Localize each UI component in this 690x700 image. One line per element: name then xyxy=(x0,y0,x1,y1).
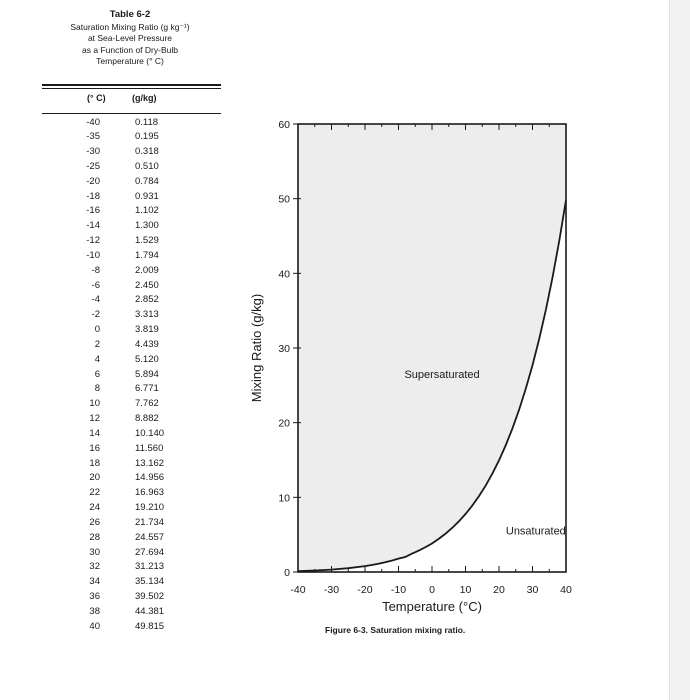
mixing-ratio-cell: 0.195 xyxy=(135,131,159,143)
mixing-ratio-cell: 24.557 xyxy=(135,531,165,543)
temperature-cell: -16 xyxy=(86,205,100,217)
temperature-cell: -2 xyxy=(91,309,100,321)
temperature-cell: 36 xyxy=(89,591,100,602)
mixing-ratio-cell: 2.009 xyxy=(135,264,159,276)
temperature-cell: -40 xyxy=(86,116,100,128)
temperature-cell: 32 xyxy=(89,561,100,573)
mixing-ratio-cell: 0.318 xyxy=(135,146,159,158)
mixing-ratio-cell: 0.118 xyxy=(135,116,159,128)
y-tick-label: 60 xyxy=(278,119,290,131)
mixing-ratio-cell: 1.794 xyxy=(135,249,159,261)
x-tick-label: -30 xyxy=(323,584,340,596)
mixing-ratio-cell: 10.140 xyxy=(135,427,165,439)
temperature-cell: -25 xyxy=(86,160,100,172)
temperature-cell: 38 xyxy=(89,605,100,617)
y-tick-label: 50 xyxy=(278,193,290,206)
temperature-cell: 0 xyxy=(94,324,100,336)
mixing-ratio-cell: 5.120 xyxy=(135,353,159,365)
temperature-cell: -18 xyxy=(86,190,100,202)
temperature-cell: 34 xyxy=(89,576,100,588)
mixing-ratio-cell: 39.502 xyxy=(135,591,165,602)
mixing-ratio-cell: 13.162 xyxy=(135,457,165,469)
column-header-temperature: (° C) xyxy=(87,93,106,103)
mixing-ratio-cell: 8.882 xyxy=(135,413,159,425)
temperature-cell: 14 xyxy=(89,427,100,439)
y-axis-label: Mixing Ratio (g/kg) xyxy=(249,293,264,403)
x-tick-label: 40 xyxy=(560,584,572,596)
mixing-ratio-cell: 49.815 xyxy=(135,620,165,632)
mixing-ratio-cell: 6.771 xyxy=(135,383,159,395)
mixing-ratio-cell: 19.210 xyxy=(135,502,165,514)
x-tick-label: -20 xyxy=(357,584,373,596)
temperature-cell: 22 xyxy=(89,487,100,499)
mixing-ratio-cell: 4.439 xyxy=(135,338,159,350)
temperature-cell: -6 xyxy=(91,279,100,291)
mixing-ratio-cell: 3.313 xyxy=(135,309,159,321)
mixing-ratio-cell: 3.819 xyxy=(135,324,159,336)
temperature-cell: 30 xyxy=(89,546,100,558)
temperature-cell: 16 xyxy=(89,442,100,454)
mixing-ratio-cell: 35.134 xyxy=(135,576,165,588)
mixing-ratio-cell: 5.894 xyxy=(135,368,159,380)
mixing-ratio-cell: 1.102 xyxy=(135,205,159,217)
table-title: Table 6-2 xyxy=(109,9,151,20)
temperature-cell: 6 xyxy=(94,368,100,380)
temperature-cell: -35 xyxy=(86,131,100,143)
y-tick-label: 10 xyxy=(278,492,290,505)
mixing-ratio-cell: 16.963 xyxy=(135,487,165,499)
temperature-cell: -20 xyxy=(86,175,100,187)
column-header-mixing-ratio: (g/kg) xyxy=(132,93,157,103)
y-tick-label: 30 xyxy=(278,343,290,355)
y-tick-label: 20 xyxy=(278,417,290,430)
mixing-ratio-cell: 11.560 xyxy=(135,442,164,454)
mixing-ratio-cell: 27.694 xyxy=(135,546,165,558)
temperature-cell: 4 xyxy=(94,353,100,365)
mixing-ratio-cell: 0.931 xyxy=(135,190,159,202)
temperature-cell: 2 xyxy=(94,338,100,350)
y-tick-label: 40 xyxy=(278,268,290,281)
x-axis-label: Temperature (°C) xyxy=(382,599,482,614)
mixing-ratio-cell: 2.450 xyxy=(135,279,159,291)
supersaturated-region xyxy=(298,124,566,571)
temperature-cell: -14 xyxy=(86,220,100,232)
temperature-cell: -30 xyxy=(86,146,100,158)
mixing-ratio-cell: 0.510 xyxy=(135,160,159,172)
mixing-ratio-cell: 0.784 xyxy=(135,175,159,187)
temperature-cell: -8 xyxy=(91,264,100,276)
x-tick-label: 30 xyxy=(526,584,539,596)
mixing-ratio-cell: 1.529 xyxy=(135,235,159,247)
temperature-cell: 12 xyxy=(89,413,100,425)
mixing-ratio-cell: 1.300 xyxy=(135,220,159,232)
table-caption-line: Temperature (° C) xyxy=(96,56,164,67)
table-caption-line: Saturation Mixing Ratio (g kg⁻¹) xyxy=(70,22,190,32)
temperature-cell: 20 xyxy=(89,472,100,484)
x-tick-label: -40 xyxy=(290,584,306,596)
x-tick-label: 20 xyxy=(493,584,505,596)
x-tick-label: 0 xyxy=(429,584,435,596)
x-tick-label: -10 xyxy=(390,584,407,596)
table-caption-line: at Sea-Level Pressure xyxy=(87,33,173,44)
temperature-cell: 28 xyxy=(89,531,100,543)
temperature-cell: -12 xyxy=(86,235,100,247)
y-tick-label: 0 xyxy=(284,567,290,579)
temperature-cell: 24 xyxy=(89,502,100,514)
temperature-cell: 18 xyxy=(89,457,100,469)
mixing-ratio-cell: 31.213 xyxy=(135,561,165,573)
temperature-cell: 8 xyxy=(94,383,100,395)
mixing-ratio-cell: 14.956 xyxy=(135,472,165,484)
x-tick-label: 10 xyxy=(459,584,472,596)
supersaturated-label: Supersaturated xyxy=(404,368,480,381)
temperature-cell: 40 xyxy=(89,620,100,632)
mixing-ratio-cell: 2.852 xyxy=(135,294,159,306)
temperature-cell: -10 xyxy=(86,249,100,261)
temperature-cell: 26 xyxy=(89,516,100,528)
temperature-cell: -4 xyxy=(91,294,100,306)
mixing-ratio-cell: 7.762 xyxy=(135,398,159,410)
unsaturated-label: Unsaturated xyxy=(505,525,566,538)
table-caption-line: as a Function of Dry-Bulb xyxy=(82,44,178,55)
mixing-ratio-cell: 44.381 xyxy=(135,605,165,617)
mixing-ratio-cell: 21.734 xyxy=(135,516,165,528)
temperature-cell: 10 xyxy=(89,398,100,410)
figure-caption: Figure 6-3. Saturation mixing ratio. xyxy=(325,625,466,635)
